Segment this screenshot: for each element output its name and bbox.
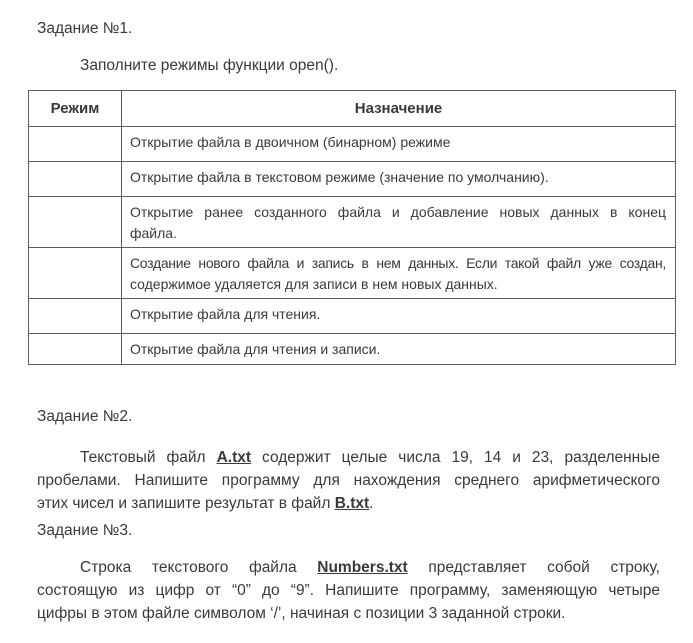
header-cell-purpose: Назначение [122, 91, 676, 127]
mode-cell-blank [29, 127, 122, 162]
task1-title: Задание №1. [37, 20, 133, 37]
task1-subtitle: Заполните режимы функции open(). [80, 57, 339, 74]
mode-cell-blank [29, 197, 122, 248]
task2-line2: пробелами. Напишите программу для нахождения среднего арифметического [37, 472, 660, 489]
purpose-cell [122, 197, 676, 248]
table-row-write [29, 248, 676, 299]
task2-line1 [37, 446, 660, 469]
task3-line1 [37, 556, 660, 579]
open-modes-table [28, 90, 676, 365]
purpose-text-line2: содержимое удаляется для записи в нем новых данных. [130, 276, 498, 292]
filename-numbers-txt: Numbers.txt [317, 559, 408, 576]
purpose-text: Открытие файла в текстовом режиме (значение по умолчанию). [130, 169, 549, 185]
header-cell-mode: Режим [29, 91, 122, 127]
task2-title: Задание №2. [37, 408, 133, 425]
purpose-cell [122, 162, 676, 197]
task2-text: Текстовый файл [80, 449, 217, 466]
purpose-text-line2: файла. [130, 225, 177, 241]
task3-text: представляет собой строку, [407, 559, 660, 576]
task2-line3 [37, 492, 660, 515]
table-header-row [29, 91, 676, 127]
task3-line2: состоящую из цифр от “0” до “9”. Напишите программу, заменяющую четыре [37, 582, 660, 599]
table-row-text-mode [29, 162, 676, 197]
mode-cell-blank [29, 162, 122, 197]
table-row-read-write [29, 334, 676, 365]
task2-text: . [369, 495, 374, 512]
filename-a-txt: A.txt [216, 449, 252, 466]
task3-paragraph [37, 556, 660, 625]
purpose-text-line1: Создание нового файла и запись в нем данных. Если такой файл уже создан, [130, 255, 666, 271]
purpose-text: Открытие файла для чтения и записи. [130, 341, 381, 357]
purpose-text-line1: Открытие ранее созданного файла и добавление новых данных в конец [130, 204, 666, 220]
task2-text: содержит целые числа 19, 14 и 23, разделенные [251, 449, 660, 466]
purpose-cell [122, 299, 676, 334]
purpose-cell [122, 334, 676, 365]
mode-cell-blank [29, 248, 122, 299]
purpose-cell [122, 248, 676, 299]
table-row-read [29, 299, 676, 334]
task2-text: этих чисел и запишите результат в файл [37, 495, 335, 512]
table-row-binary [29, 127, 676, 162]
mode-cell-blank [29, 334, 122, 365]
filename-b-txt: B.txt [334, 495, 370, 512]
table-row-append [29, 197, 676, 248]
purpose-cell [122, 127, 676, 162]
purpose-text: Открытие файла в двоичном (бинарном) режиме [130, 134, 451, 150]
purpose-text: Открытие файла для чтения. [130, 306, 321, 322]
task3-title: Задание №3. [37, 522, 133, 539]
task3-text: Строка текстового файла [80, 559, 318, 576]
task3-line3: цифры в этом файле символом ‘/’, начиная с позиции 3 заданной строки. [37, 605, 566, 622]
mode-cell-blank [29, 299, 122, 334]
task2-paragraph [37, 446, 660, 515]
